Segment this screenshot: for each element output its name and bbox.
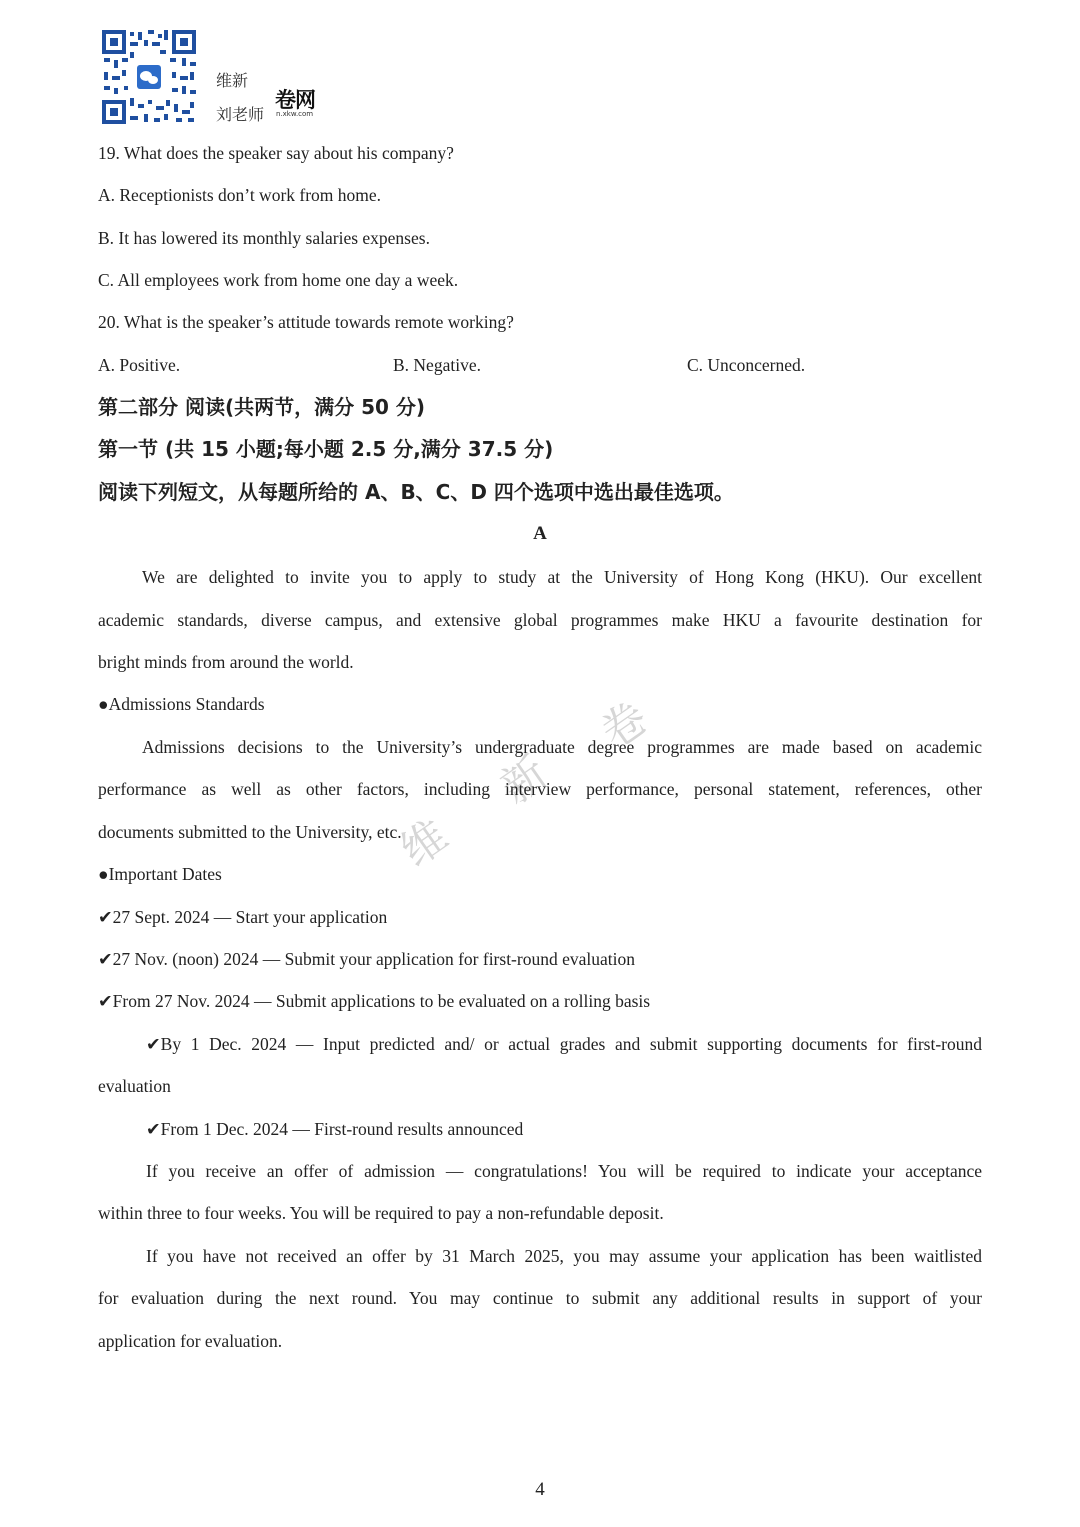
- part2-title: 第二部分 阅读(共两节，满分 50 分): [98, 395, 426, 419]
- q19-option-a: A. Receptionists don’t work from home.: [98, 185, 382, 205]
- date-item-2: ✔27 Nov. (noon) 2024 — Submit your application for first-round evaluation: [98, 949, 635, 969]
- q20-option-c: C. Unconcerned.: [687, 355, 806, 375]
- date-item-4-line-2: evaluation: [98, 1076, 171, 1096]
- offer-line-1: If you receive an offer of admission — congratulations! You will be required to indicate your acceptance: [146, 1161, 982, 1181]
- qr-code-icon: [100, 28, 198, 126]
- q19-option-c: C. All employees work from home one day a week.: [98, 270, 459, 290]
- logo-text: 卷网: [275, 88, 315, 112]
- waitlist-line-3: application for evaluation.: [98, 1331, 283, 1351]
- section1-title: 第一节 (共 15 小题;每小题 2.5 分,满分 37.5 分): [98, 437, 554, 461]
- offer-line-2: within three to four weeks. You will be required to pay a non-refundable deposit.: [98, 1203, 664, 1223]
- admissions-line-1: Admissions decisions to the University’s undergraduate degree programmes are made based on academic: [142, 737, 982, 757]
- question-20: 20. What is the speaker’s attitude towards remote working?: [98, 312, 514, 332]
- watermark-char-1: 维: [391, 810, 458, 878]
- reading-instruction: 阅读下列短文，从每题所给的 A、B、C、D 四个选项中选出最佳选项。: [98, 480, 734, 504]
- page-number: 4: [535, 1479, 545, 1500]
- dates-heading: ●Important Dates: [98, 864, 222, 884]
- admissions-heading: ●Admissions Standards: [98, 694, 265, 714]
- date-item-5: ✔From 1 Dec. 2024 — First-round results announced: [146, 1119, 524, 1139]
- admissions-line-2: performance as well as other factors, including interview performance, personal statement, references, other: [98, 779, 982, 799]
- watermark-char-2: 新: [491, 747, 558, 815]
- q20-option-a: A. Positive.: [98, 355, 181, 375]
- intro-line-2: academic standards, diverse campus, and extensive global programmes make HKU a favourite destination for: [98, 610, 982, 630]
- logo-domain: n.xkw.com: [276, 110, 314, 118]
- question-19: 19. What does the speaker say about his company?: [98, 143, 454, 163]
- watermark-char-3: 卷: [591, 692, 658, 760]
- date-item-1: ✔27 Sept. 2024 — Start your application: [98, 907, 388, 927]
- intro-line-3: bright minds from around the world.: [98, 652, 354, 672]
- q20-option-b: B. Negative.: [393, 355, 481, 375]
- q19-option-b: B. It has lowered its monthly salaries expenses.: [98, 228, 430, 248]
- passage-label: A: [533, 523, 547, 544]
- brand-line-1: 维新: [216, 71, 249, 90]
- intro-line-1: We are delighted to invite you to apply to study at the University of Hong Kong (HKU). Our excellent: [142, 567, 982, 587]
- date-item-3: ✔From 27 Nov. 2024 — Submit applications to be evaluated on a rolling basis: [98, 991, 651, 1011]
- brand-line-2: 刘老师: [216, 105, 265, 124]
- waitlist-line-1: If you have not received an offer by 31 March 2025, you may assume your application has been waitlisted: [146, 1246, 982, 1266]
- admissions-line-3: documents submitted to the University, etc.: [98, 822, 402, 842]
- date-item-4-line-1: ✔By 1 Dec. 2024 — Input predicted and/ or actual grades and submit supporting documents for first-round: [146, 1034, 982, 1054]
- waitlist-line-2: for evaluation during the next round. You may continue to submit any additional results in support of your: [98, 1288, 982, 1308]
